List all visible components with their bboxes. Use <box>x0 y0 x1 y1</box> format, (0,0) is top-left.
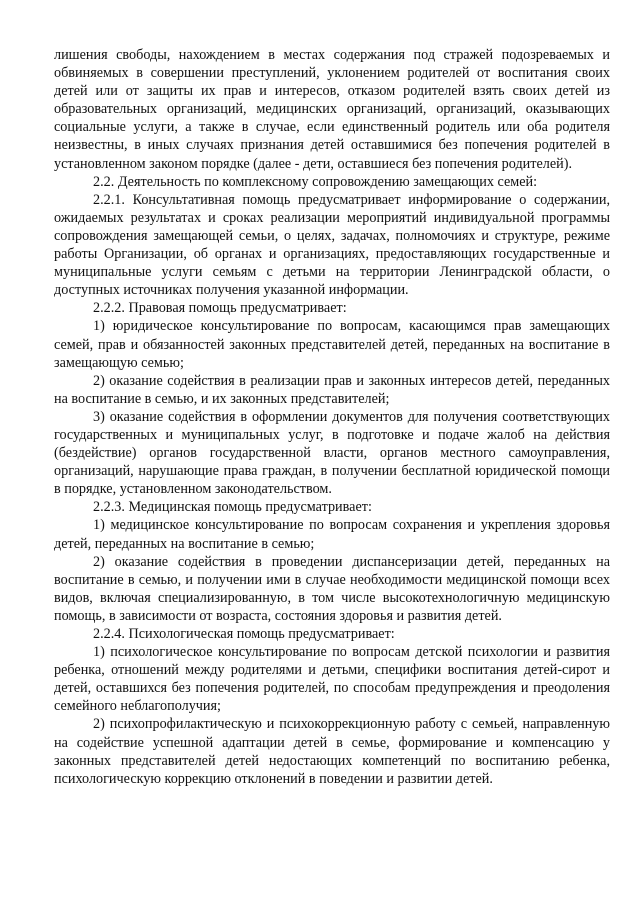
paragraph-continuation: лишения свободы, нахождением в местах содержания под стражей подозреваемых и обвиняемых в совершении преступлений, уклонением родителей от воспитания своих детей или от защиты их прав и интересов, отказом родителей взять своих детей из образовательных организаций, медицинских организаций, организаций, оказывающих социальные услуги, а также в случае, если единственный родитель или оба родителя неизвестны, в иных случаях признания детей оставшимися без попечения родителей в установленном законом порядке (далее - дети, оставшиеся без попечения родителей). <box>54 47 610 172</box>
legal-item-3: 3) оказание содействия в оформлении документов для получения соответствующих государственных и муниципальных услуг, в подготовке и подаче жалоб на действия (бездействие) органов государственной власти, органов местного самоуправления, организаций, нарушающие права граждан, в получении бесплатной юридической помощи в порядке, установленном законодательством. <box>54 408 610 498</box>
section-2-2-4-heading: 2.2.4. Психологическая помощь предусматривает: <box>93 626 395 642</box>
document-page <box>54 46 610 788</box>
section-2-2-heading: 2.2. Деятельность по комплексному сопровождению замещающих семей: <box>93 173 538 190</box>
medical-item-1: 1) медицинское консультирование по вопросам сохранения и укрепления здоровья детей, переданных на воспитание в семью; <box>54 517 610 552</box>
medical-item-2: 2) оказание содействия в проведении диспансеризации детей, переданных на воспитание в семью, и получении ими в случае необходимости медицинской помощи всех видов, включая специализированную, в том числе высокотехнологичную медицинскую помощь, в зависимости от возраста, состояния здоровья и развития детей. <box>54 553 610 624</box>
psych-item-2: 2) психопрофилактическую и психокоррекционную работу с семьей, направленную на содействие успешной адаптации детей в семье, формирование и компенсацию у законных представителей детей недостающих компетенций по воспитанию ребенка, психологическую коррекцию отклонений в поведении и развитии детей. <box>54 716 610 787</box>
legal-item-2: 2) оказание содействия в реализации прав и законных интересов детей, переданных на воспитание в семью, и их законных представителей; <box>54 372 610 407</box>
section-2-2-3-heading: 2.2.3. Медицинская помощь предусматривает: <box>93 499 372 516</box>
psych-item-1: 1) психологическое консультирование по вопросам детской психологии и развития ребенка, отношений между родителями и детьми, специфики воспитания детей-сирот и детей, оставшихся без попечения родителей, по способам предупреждения и преодоления семейного неблагополучия; <box>54 644 610 715</box>
section-2-2-1-consulting: 2.2.1. Консультативная помощь предусматривает информирование о содержании, ожидаемых результатах и сроках реализации мероприятий индивидуальной программы сопровождения замещающей семьи, о целях, задачах, полномочиях и структуре, режиме работы Организации, об органах и организациях, предоставляющих государственные и муниципальные услуги семьям с детьми на территории Ленинградской области, о доступных источниках получения указанной информации. <box>54 191 610 299</box>
legal-item-1: 1) юридическое консультирование по вопросам, касающимся прав замещающих семей, прав и обязанностей законных представителей детей, переданных на воспитание в замещающую семью; <box>54 318 610 371</box>
section-2-2-2-heading: 2.2.2. Правовая помощь предусматривает: <box>93 300 347 317</box>
